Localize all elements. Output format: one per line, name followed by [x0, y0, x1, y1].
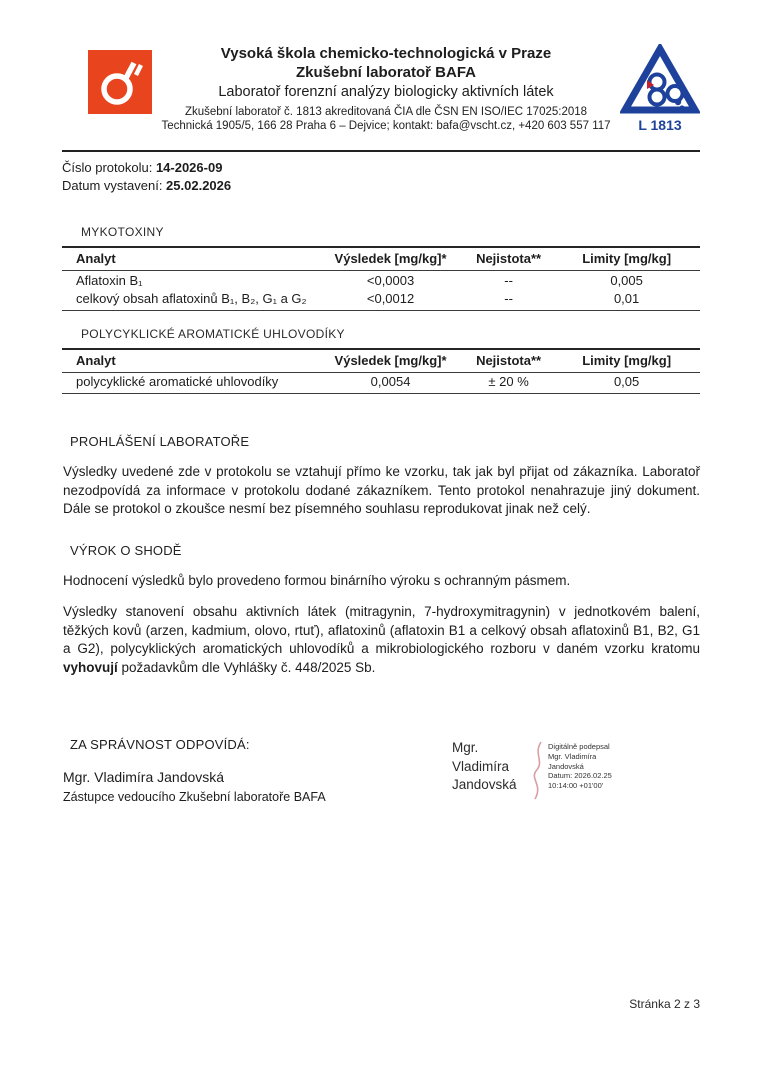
issue-date-line [62, 177, 700, 195]
issue-date-label: Datum vystavení: [62, 177, 167, 193]
verdict-result-bold: vyhovují [63, 659, 118, 675]
pah-table [62, 348, 700, 395]
declaration-text: Výsledky uvedené zde v protokolu se vztahují přímo ke vzorku, tak jak byl přijat od zákazníka. Laboratoř nezodpovídá za informace v protokolu dodané zákazníkem. Tento protokol nenahrazuje jiný dokument. Dále se protokol o zkoušce nesmí bez písemného souhlasu reprodukovat jinak než celý. [63, 464, 700, 516]
col-header-limits: Limity [mg/kg] [553, 247, 700, 271]
signature-section [62, 737, 700, 804]
lab-full-name: Laboratoř forenzní analýzy biologicky aktivních látek [218, 84, 554, 100]
accreditation-line: Zkušební laboratoř č. 1813 akreditovaná ČIA dle ČSN EN ISO/IEC 17025:2018 [184, 106, 588, 118]
analyte-cell: Aflatoxin B₁ [76, 272, 143, 288]
lab-name: Zkušební laboratoř BAFA [295, 64, 477, 81]
protocol-number-label: Číslo protokolu: [62, 160, 156, 175]
responsible-role: Zástupce vedoucího Zkušební laboratoře BAFA [63, 790, 326, 804]
digital-name-line: Jandovská [452, 777, 517, 792]
verdict-result-after: požadavkům dle Vyhlášky č. 448/2025 Sb. [117, 659, 376, 675]
col-header-result: Výsledek [mg/kg]* [317, 349, 464, 373]
verdict-method-text: Hodnocení výsledků bylo provedeno formou binárního výroku s ochranným pásmem. [63, 572, 571, 588]
document-header [62, 44, 700, 141]
digital-detail-line: Digitálně podepsal [548, 742, 610, 751]
table-row [62, 289, 700, 310]
result-cell: <0,0012 [317, 289, 464, 310]
mycotoxins-table [62, 246, 700, 311]
verdict-result-before: Výsledky stanovení obsahu aktivních látek (mitragynin, 7-hydroxymitragynin) v jednotkovém balení, těžkých kovů (arzen, kadmium, olovo, rtuť), aflatoxinů (aflatoxin B1 a celkový obsah aflatoxinů B1, B2, G1 a G2), polycyklických aromatických uhlovodíků a mikrobiologického rozboru v daném vzorku kratomu [63, 604, 700, 656]
responsible-name: Mgr. Vladimíra Jandovská [63, 769, 225, 785]
digital-name-line: Mgr. [452, 740, 479, 755]
protocol-number-value: 14-2026-09 [155, 160, 223, 175]
limit-cell: 0,005 [610, 272, 643, 288]
verdict-title: VÝROK O SHODĚ [70, 542, 182, 558]
digital-signature-block [452, 739, 652, 803]
limit-cell: 0,01 [553, 289, 700, 310]
header-text-block [152, 44, 620, 133]
col-header-uncertainty: Nejistota** [464, 349, 553, 373]
table-header-row [62, 247, 700, 271]
issue-date-value: 25.02.2026 [166, 177, 232, 193]
table-header-row [62, 349, 700, 373]
col-header-result: Výsledek [mg/kg]* [317, 247, 464, 271]
col-header-analyte: Analyt [62, 247, 317, 271]
address-contact-line: Technická 1905/5, 166 28 Praha 6 – Dejvice; kontakt: bafa@vscht.cz, +420 603 557 117 [161, 120, 611, 132]
col-header-analyte: Analyt [62, 349, 317, 373]
vscht-logo-icon [88, 50, 152, 114]
digital-signature-name [452, 739, 528, 795]
section-label-pah: POLYCYKLICKÉ AROMATICKÉ UHLOVODÍKY [81, 326, 345, 341]
col-header-limits: Limity [mg/kg] [553, 349, 700, 373]
digital-detail-line: Mgr. Vladimíra [548, 751, 597, 761]
digital-signature-details [548, 739, 652, 791]
signature-flourish-icon [528, 739, 548, 803]
page-number: Stránka 2 z 3 [629, 997, 700, 1011]
uncertainty-cell: -- [504, 272, 513, 288]
section-label-mycotoxins: MYKOTOXINY [81, 225, 164, 239]
table-row [62, 372, 700, 394]
digital-detail-line: 10:14:00 +01'00' [548, 781, 604, 791]
result-cell: 0,0054 [317, 372, 464, 394]
protocol-info [62, 159, 700, 194]
org-name: Vysoká škola chemicko-technologická v Praze [220, 45, 552, 62]
digital-detail-line: Datum: 2026.02.25 [548, 771, 612, 781]
cia-number-label: L 1813 [638, 117, 682, 133]
header-divider [62, 150, 700, 152]
digital-name-line: Vladimíra [452, 758, 510, 774]
verdict-result-text [63, 603, 700, 677]
analyte-cell: celkový obsah aflatoxinů B₁, B₂, G₁ a G₂ [62, 289, 317, 310]
declaration-title: PROHLÁŠENÍ LABORATOŘE [70, 434, 250, 449]
table-row [62, 271, 700, 290]
analyte-cell: polycyklické aromatické uhlovodíky [62, 372, 317, 394]
protocol-number-line [62, 159, 700, 177]
limit-cell: 0,05 [553, 372, 700, 394]
cia-triangle-icon [620, 44, 700, 136]
cia-accreditation-logo [620, 44, 700, 141]
col-header-uncertainty: Nejistota** [464, 247, 553, 271]
result-cell: <0,0003 [366, 272, 415, 288]
uncertainty-cell: ± 20 % [464, 372, 553, 394]
uncertainty-cell: -- [464, 289, 553, 310]
digital-detail-line: Jandovská [548, 761, 584, 771]
responsible-label: ZA SPRÁVNOST ODPOVÍDÁ: [70, 737, 250, 752]
